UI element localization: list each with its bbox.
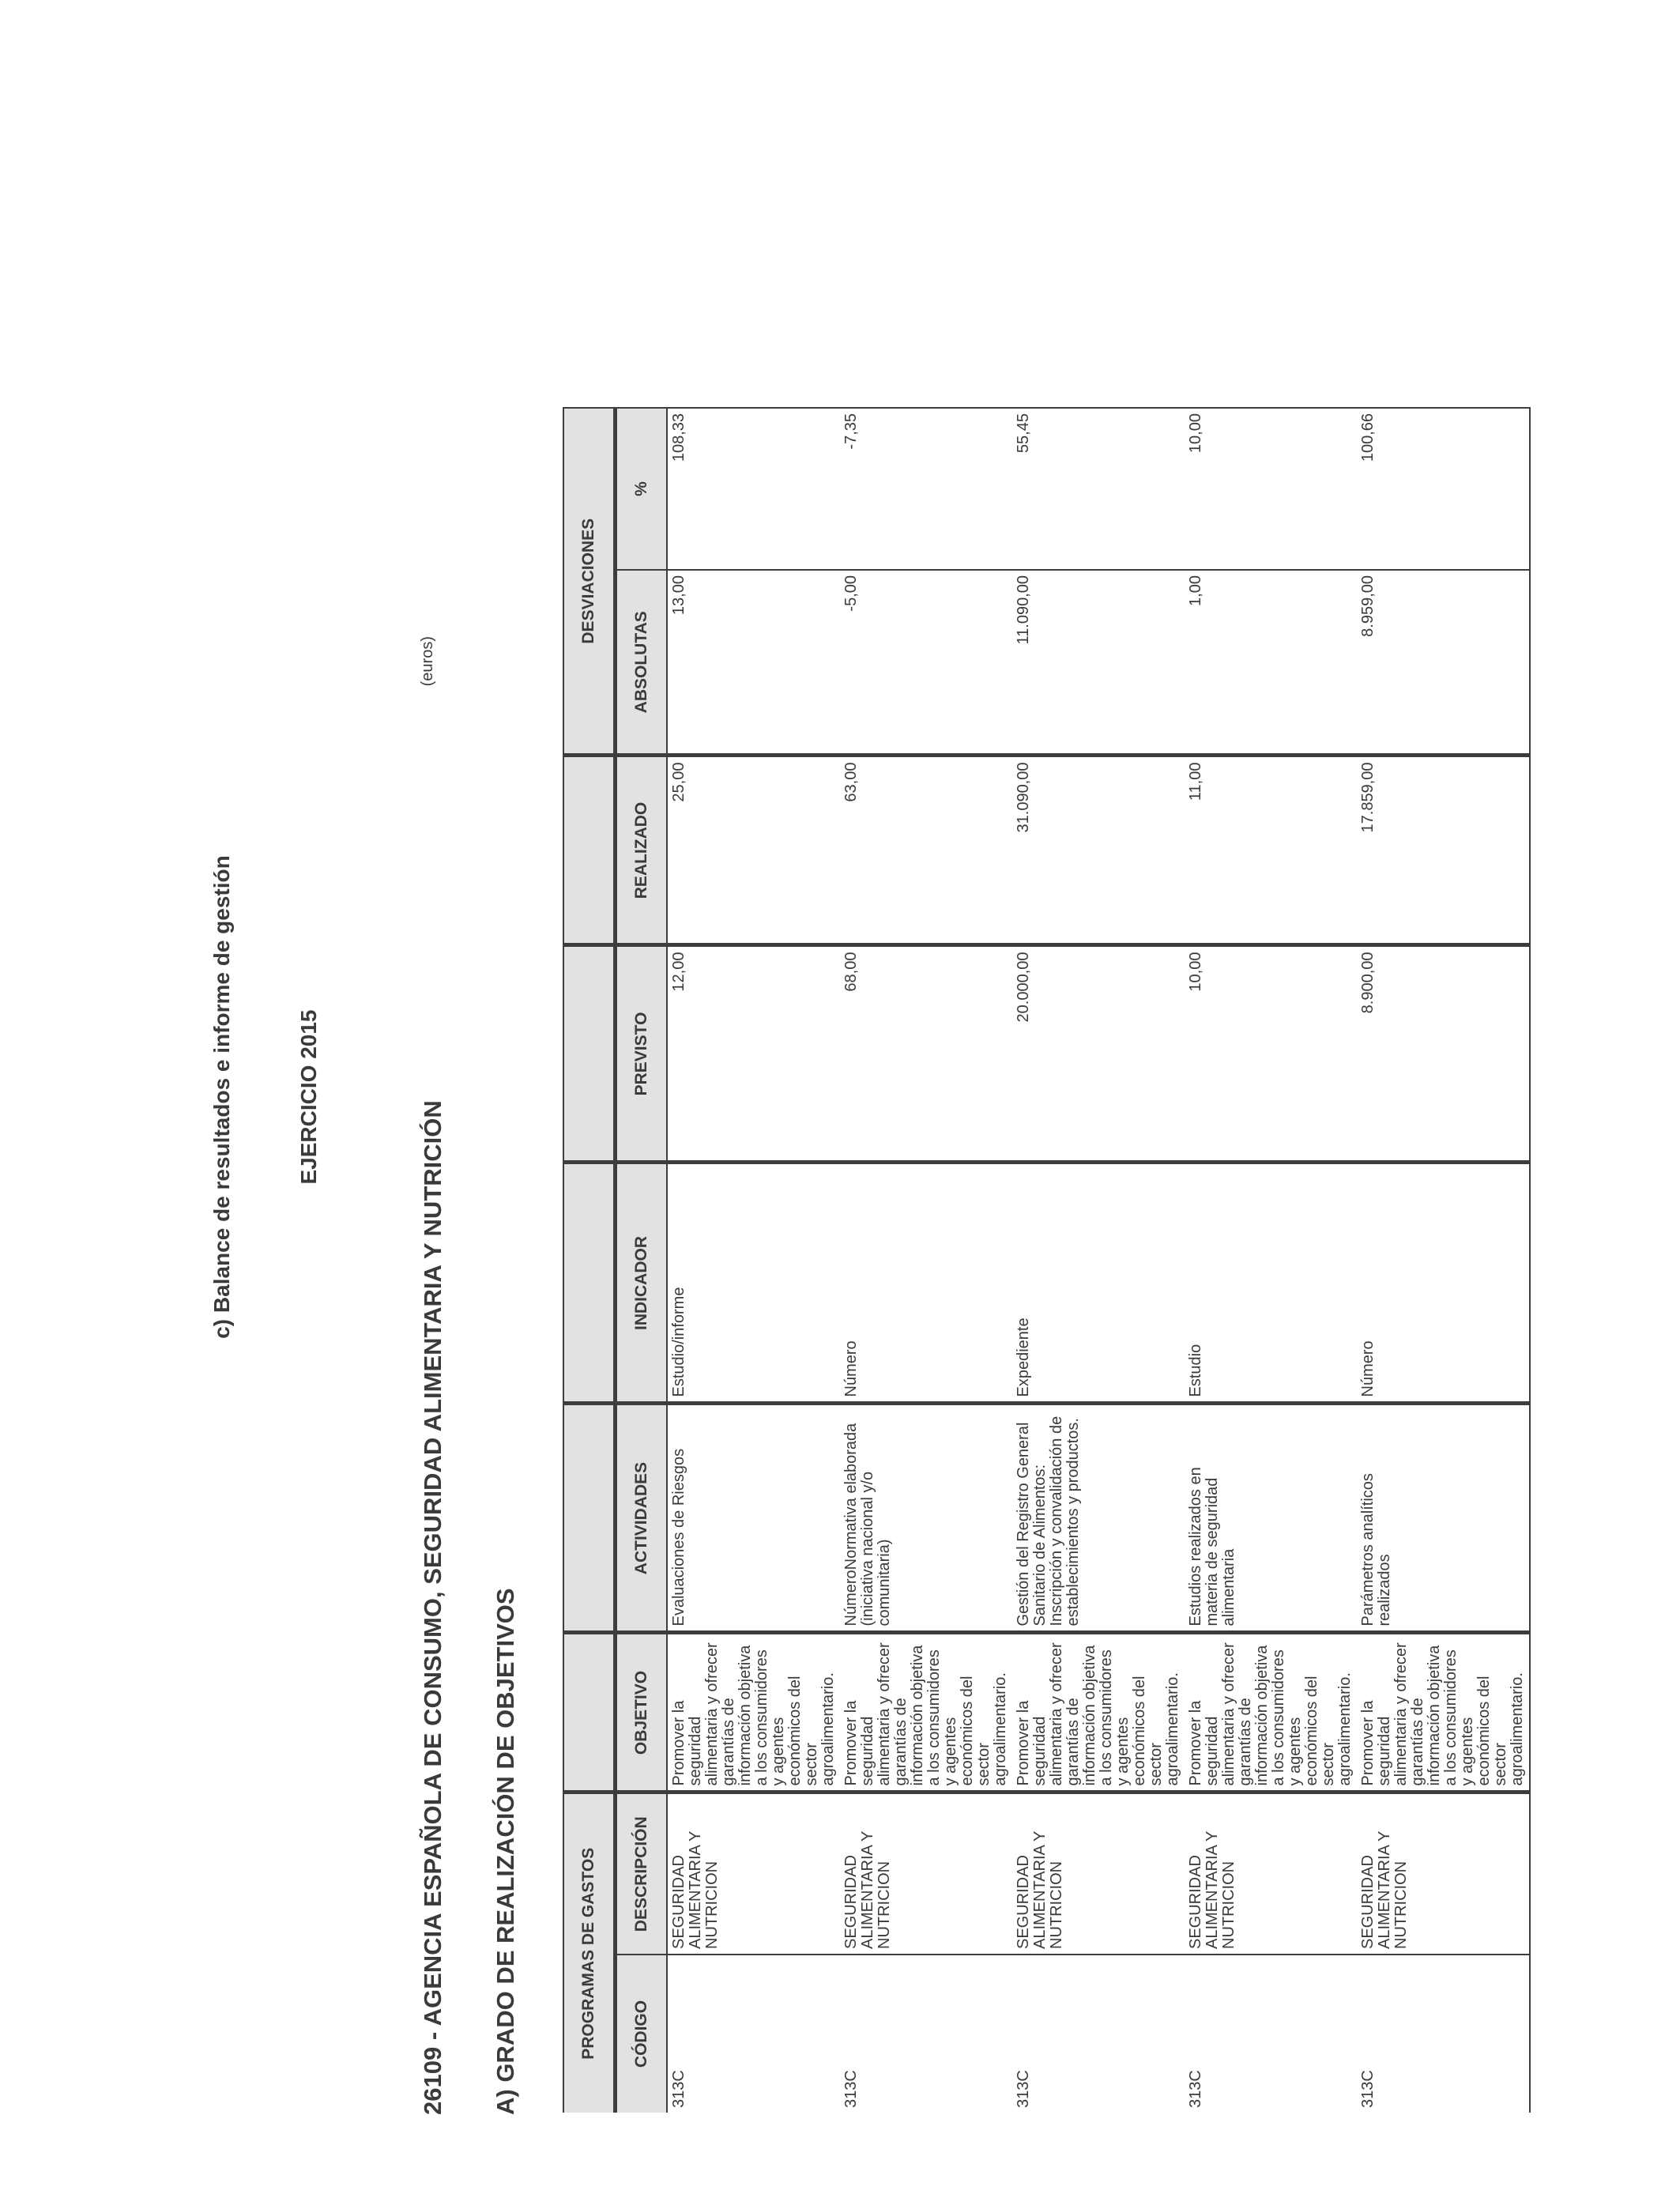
col-header-realizado: REALIZADO (616, 756, 668, 945)
table-row (840, 408, 1012, 2113)
cell-descripcion: SEGURIDAD ALIMENTARIA Y NUTRICION (1357, 1793, 1530, 1955)
table-row (1357, 408, 1530, 2113)
cell-objetivo: Promover la seguridad alimentaria y ofrecer garantías de información objetiva a los consumidores y agentes económicos del sector agroalimentario. (1012, 1633, 1185, 1793)
cell-porcentaje: 100,66 (1357, 408, 1530, 570)
header-spacer (563, 1404, 616, 1633)
cell-realizado: 25,00 (667, 756, 840, 945)
cell-objetivo: Promover la seguridad alimentaria y ofrecer garantías de información objetiva a los consumidores y agentes económicos del sector agroalimentario. (840, 1633, 1012, 1793)
col-header-objetivo: OBJETIVO (616, 1633, 668, 1793)
cell-codigo: 313C (1012, 1955, 1185, 2113)
cell-previsto: 20.000,00 (1012, 945, 1185, 1163)
cell-porcentaje: 55,45 (1012, 408, 1185, 570)
cell-descripcion: SEGURIDAD ALIMENTARIA Y NUTRICION (1012, 1793, 1185, 1955)
cell-codigo: 313C (667, 1955, 840, 2113)
cell-previsto: 12,00 (667, 945, 840, 1163)
header-spacer (563, 1633, 616, 1793)
cell-porcentaje: 108,33 (667, 408, 840, 570)
currency-unit: (euros) (419, 636, 436, 687)
cell-descripcion: SEGURIDAD ALIMENTARIA Y NUTRICION (840, 1793, 1012, 1955)
cell-porcentaje: 10,00 (1185, 408, 1357, 570)
cell-codigo: 313C (1185, 1955, 1357, 2113)
cell-realizado: 31.090,00 (1012, 756, 1185, 945)
cell-objetivo: Promover la seguridad alimentaria y ofrecer garantías de información objetiva a los consumidores y agentes económicos del sector agroalimentario. (1357, 1633, 1530, 1793)
col-header-absolutas: ABSOLUTAS (616, 570, 668, 756)
cell-absolutas: 8.959,00 (1357, 570, 1530, 756)
cell-indicador: Expediente (1012, 1163, 1185, 1404)
col-header-previsto: PREVISTO (616, 945, 668, 1163)
cell-actividades: Estudios realizados en materia de seguridad alimentaria (1185, 1404, 1357, 1633)
header-spacer (563, 756, 616, 945)
section-heading: c) Balance de resultados e informe de gestión (209, 855, 234, 1339)
cell-codigo: 313C (1357, 1955, 1530, 2113)
cell-indicador: Número (840, 1163, 1012, 1404)
cell-absolutas: 13,00 (667, 570, 840, 756)
agency-title: 26109 - AGENCIA ESPAÑOLA DE CONSUMO, SEGURIDAD ALIMENTARIA Y NUTRICIÓN (419, 1100, 446, 2115)
cell-porcentaje: -7,35 (840, 408, 1012, 570)
cell-actividades: Parámetros analíticos realizados (1357, 1404, 1530, 1633)
table-row (1012, 408, 1185, 2113)
col-header-codigo: CÓDIGO (616, 1955, 668, 2113)
col-header-descripcion: DESCRIPCIÓN (616, 1793, 668, 1955)
fiscal-year-heading: EJERCICIO 2015 (296, 1009, 321, 1185)
objectives-section-title: A) GRADO DE REALIZACIÓN DE OBJETIVOS (492, 1588, 519, 2115)
cell-descripcion: SEGURIDAD ALIMENTARIA Y NUTRICION (667, 1793, 840, 1955)
col-header-indicador: INDICADOR (616, 1163, 668, 1404)
cell-descripcion: SEGURIDAD ALIMENTARIA Y NUTRICION (1185, 1793, 1357, 1955)
table-row (1185, 408, 1357, 2113)
cell-realizado: 11,00 (1185, 756, 1357, 945)
cell-actividades: Gestión del Registro General Sanitario de Alimentos: Inscripción y convalidación de establecimientos y productos. (1012, 1404, 1185, 1633)
cell-indicador: Estudio/informe (667, 1163, 840, 1404)
cell-previsto: 8.900,00 (1357, 945, 1530, 1163)
header-desviaciones-group: DESVIACIONES (563, 408, 616, 756)
cell-previsto: 68,00 (840, 945, 1012, 1163)
col-header-porcentaje: % (616, 408, 668, 570)
cell-objetivo: Promover la seguridad alimentaria y ofrecer garantías de información objetiva a los consumidores y agentes económicos del sector agroalimentario. (1185, 1633, 1357, 1793)
cell-objetivo: Promover la seguridad alimentaria y ofrecer garantías de información objetiva a los consumidores y agentes económicos del sector agroalimentario. (667, 1633, 840, 1793)
col-header-actividades: ACTIVIDADES (616, 1404, 668, 1633)
cell-actividades: NúmeroNormativa elaborada (iniciativa nacional y/o comunitaria) (840, 1404, 1012, 1633)
header-spacer (563, 1163, 616, 1404)
cell-realizado: 17.859,00 (1357, 756, 1530, 945)
cell-actividades: Evaluaciones de Riesgos (667, 1404, 840, 1633)
cell-absolutas: -5,00 (840, 570, 1012, 756)
cell-previsto: 10,00 (1185, 945, 1357, 1163)
cell-indicador: Estudio (1185, 1163, 1357, 1404)
cell-indicador: Número (1357, 1163, 1530, 1404)
objectives-table (563, 407, 1531, 2113)
cell-absolutas: 1,00 (1185, 570, 1357, 756)
header-programas-group: PROGRAMAS DE GASTOS (563, 1793, 616, 2113)
cell-realizado: 63,00 (840, 756, 1012, 945)
cell-absolutas: 11.090,00 (1012, 570, 1185, 756)
table-row (667, 408, 840, 2113)
cell-codigo: 313C (840, 1955, 1012, 2113)
header-spacer (563, 945, 616, 1163)
